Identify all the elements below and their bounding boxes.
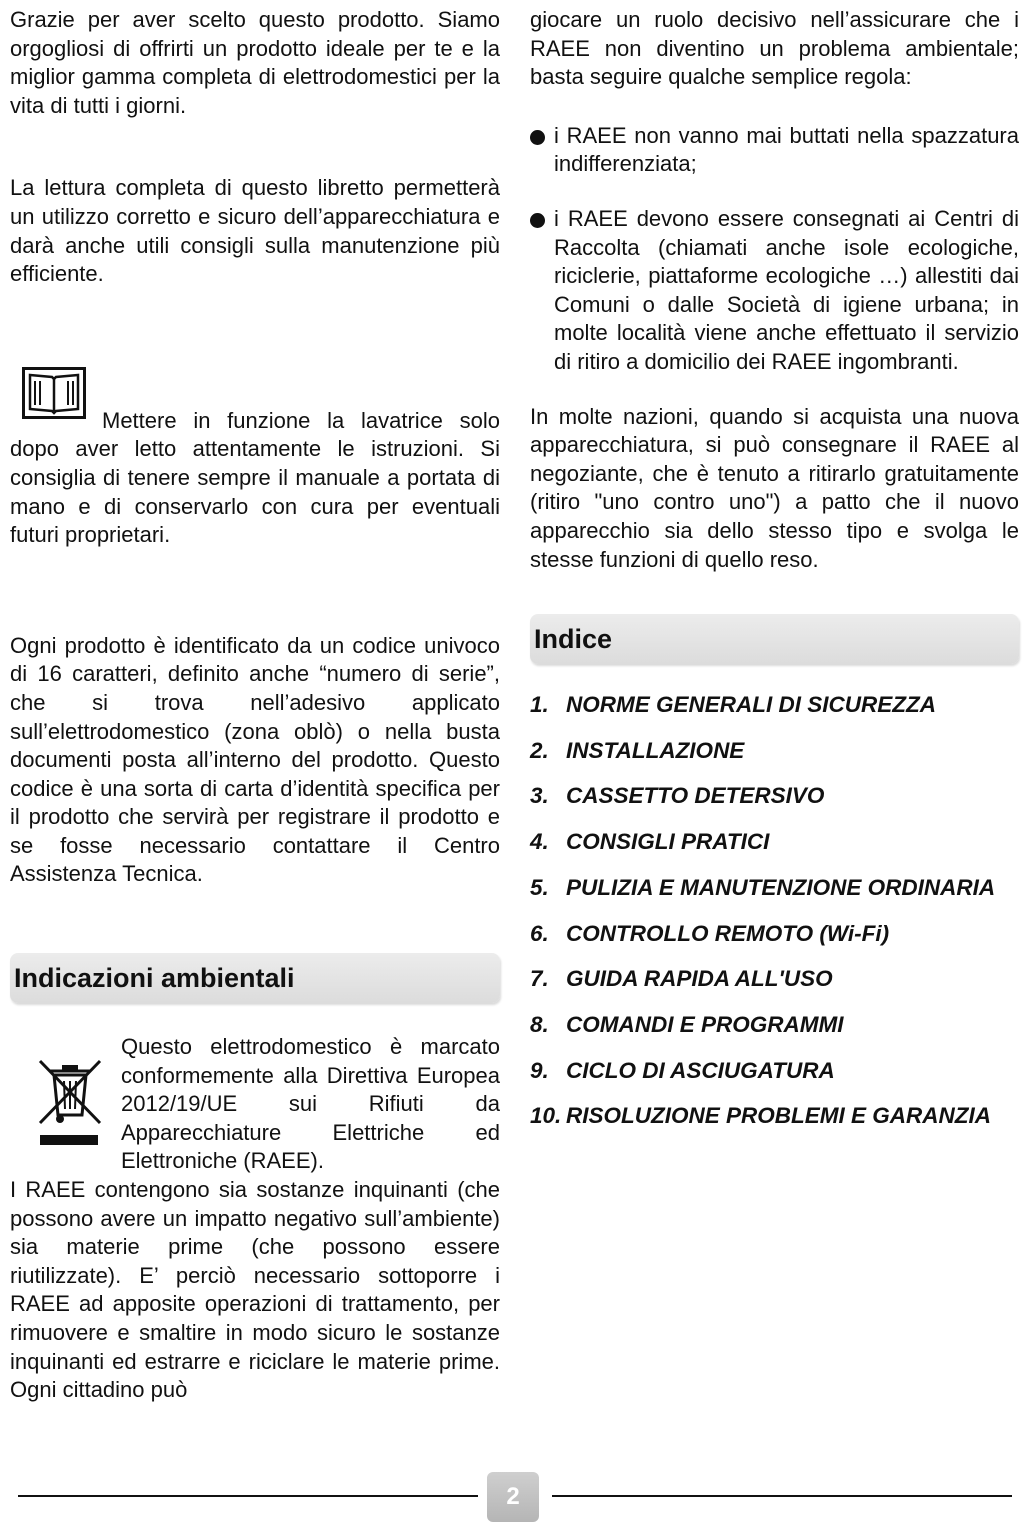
retailer-paragraph: In molte nazioni, quando si acquista una nuova apparecchiatura, si può consegnare il RAEE al negoziante, che è tenuto a ritirarlo gratuitamente (ritiro "uno contro uno") a patto che il nuovo apparecchio sia dello stesso tipo e svolga le stesse funzioni di quello reso. xyxy=(530,403,1019,572)
toc-item[interactable]: 9. CICLO DI ASCIUGATURA xyxy=(530,1057,835,1083)
list-item: i RAEE non vanno mai buttati nella spazzatura indifferenziata; xyxy=(530,122,1019,179)
page-footer xyxy=(0,1470,1029,1530)
environment-heading: Indicazioni ambientali xyxy=(10,953,500,1003)
manual-note-paragraph: Mettere in funzione la lavatrice solo dopo aver letto attentamente le istruzioni. Si consiglia di tenere sempre il manuale a portata di mano e di conservarlo con cura per eventuali futuri proprietari. xyxy=(10,407,500,548)
right-column xyxy=(530,6,1019,1139)
weee-marking-paragraph: Questo elettrodomestico è marcato conformemente alla Direttiva Europea 2012/19/UE sui Rifiuti da Apparecchiature Elettriche ed Elettroniche (RAEE). xyxy=(121,1034,500,1174)
weee-continuation-paragraph: giocare un ruolo decisivo nell’assicurare che i RAEE non diventino un problema ambientale; basta seguire qualche semplice regola: xyxy=(530,7,1019,90)
index-heading: Indice xyxy=(530,614,1019,664)
weee-rules-list xyxy=(530,122,1019,377)
toc-item[interactable]: 5. PULIZIA E MANUTENZIONE ORDINARIA xyxy=(530,874,996,900)
toc-item[interactable]: 2. INSTALLAZIONE xyxy=(530,737,745,763)
toc-item[interactable]: 6. CONTROLLO REMOTO (Wi-Fi) xyxy=(530,920,890,946)
crossed-out-wheelie-bin-icon xyxy=(32,1053,108,1153)
reading-paragraph: La lettura completa di questo libretto permetterà un utilizzo corretto e sicuro dell’apparecchiatura e darà anche utili consigli sulla manutenzione più efficiente. xyxy=(10,175,500,287)
toc-item[interactable]: 7. GUIDA RAPIDA ALL'USO xyxy=(530,966,833,992)
weee-info-paragraph: I RAEE contengono sia sostanze inquinanti (che possono avere un impatto negativo sull’ambiente) sia materie prime (che possono essere riutilizzate). E’ perciò necessario sottoporre i RAEE ad apposite operazioni di trattamento, per rimuovere e smaltire in modo sicuro le sostanze inquinanti ed estrarre e riciclare le materie prime. Ogni cittadino può xyxy=(10,1177,500,1403)
toc-item[interactable]: 4. CONSIGLI PRATICI xyxy=(530,829,770,855)
left-column xyxy=(10,6,500,1405)
weee-block xyxy=(10,1033,500,1176)
page-number: 2 xyxy=(487,1472,539,1522)
toc-item[interactable]: 3. CASSETTO DETERSIVO xyxy=(530,783,825,809)
manual-note-block xyxy=(10,407,500,550)
toc-item[interactable]: 8. COMANDI E PROGRAMMI xyxy=(530,1011,844,1037)
list-item: i RAEE devono essere consegnati ai Centri di Raccolta (chiamati anche isole ecologiche, riciclerie, piattaforme ecologiche …) allestiti dai Comuni o dalle Società di igiene urbana; in molte località viene anche effettuato il servizio di ritiro a domicilio dei RAEE ingombranti. xyxy=(530,205,1019,377)
intro-paragraph: Grazie per aver scelto questo prodotto. Siamo orgogliosi di offrirti un prodotto ideale per te e la miglior gamma completa di elettrodomestici per la vita di tutti i giorni. xyxy=(10,7,500,118)
table-of-contents xyxy=(530,682,1019,1139)
open-book-icon xyxy=(22,367,86,419)
toc-item[interactable]: 10. RISOLUZIONE PROBLEMI E GARANZIA xyxy=(530,1103,992,1129)
serial-number-paragraph: Ogni prodotto è identificato da un codice univoco di 16 caratteri, definito anche “numero di serie”, che si trova nell’adesivo applicato sull’elettrodomestico (zona oblò) o nella busta documenti posta all’interno del prodotto. Questo codice è una sorta di carta d’identità specifica per il prodotto che servirà per registrare il prodotto e se fosse necessario contattare il Centro Assistenza Tecnica. xyxy=(10,632,500,887)
footer-rule-right xyxy=(552,1495,1012,1497)
footer-rule-left xyxy=(18,1495,478,1497)
toc-item[interactable]: 1. NORME GENERALI DI SICUREZZA xyxy=(530,692,937,718)
